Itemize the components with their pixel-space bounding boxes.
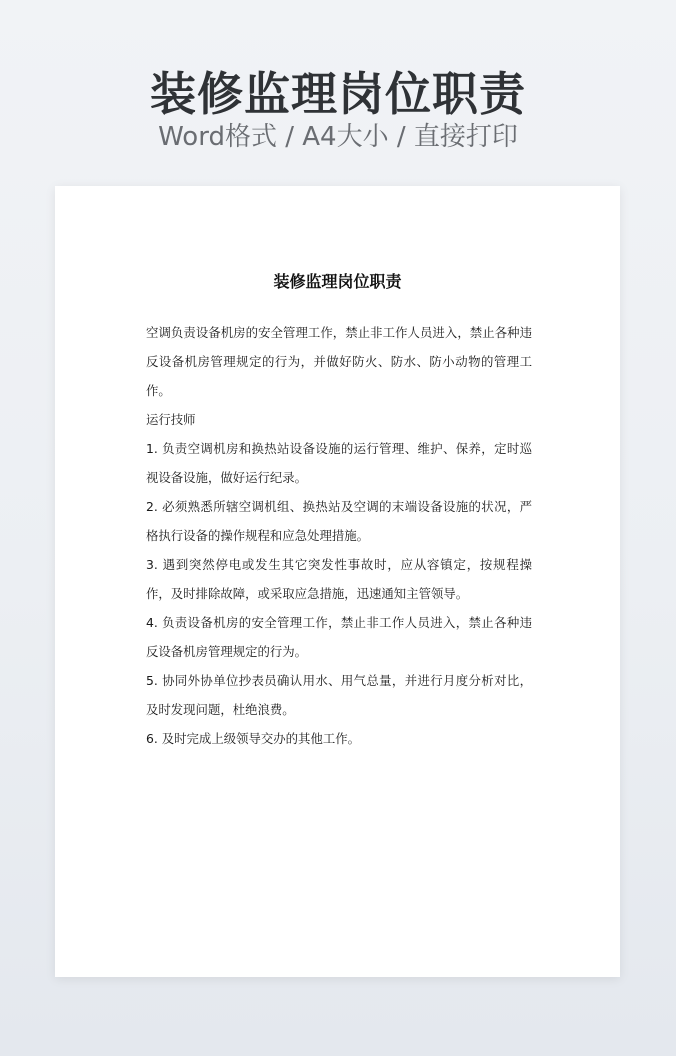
document-paragraph: 空调负责设备机房的安全管理工作，禁止非工作人员进入，禁止各种违反设备机房管理规定的行为，并做好防火、防水、防小动物的管理工作。 bbox=[146, 325, 532, 398]
document-title: 装修监理岗位职责 bbox=[273, 272, 402, 291]
document-list-item: 5. 协同外协单位抄表员确认用水、用气总量，并进行月度分析对比，及时发现问题，杜绝浪费。 bbox=[146, 673, 532, 717]
document-list-item: 2. 必须熟悉所辖空调机组、换热站及空调的末端设备设施的状况，严格执行设备的操作规程和应急处理措施。 bbox=[146, 499, 532, 543]
document-section-heading: 运行技师 bbox=[146, 412, 196, 427]
page-subtitle: Word格式 / A4大小 / 直接打印 bbox=[158, 122, 518, 152]
document-list-item: 6. 及时完成上级领导交办的其他工作。 bbox=[146, 731, 361, 746]
document-list-item: 3. 遇到突然停电或发生其它突发性事故时，应从容镇定，按规程操作，及时排除故障，或采取应急措施，迅速通知主管领导。 bbox=[146, 557, 532, 601]
document-page bbox=[55, 186, 620, 977]
page-title: 装修监理岗位职责 bbox=[150, 67, 526, 121]
document-list-item: 1. 负责空调机房和换热站设备设施的运行管理、维护、保养，定时巡视设备设施，做好运行纪录。 bbox=[146, 441, 532, 485]
document-list-item: 4. 负责设备机房的安全管理工作，禁止非工作人员进入，禁止各种违反设备机房管理规定的行为。 bbox=[146, 615, 532, 659]
document-body bbox=[146, 318, 532, 753]
